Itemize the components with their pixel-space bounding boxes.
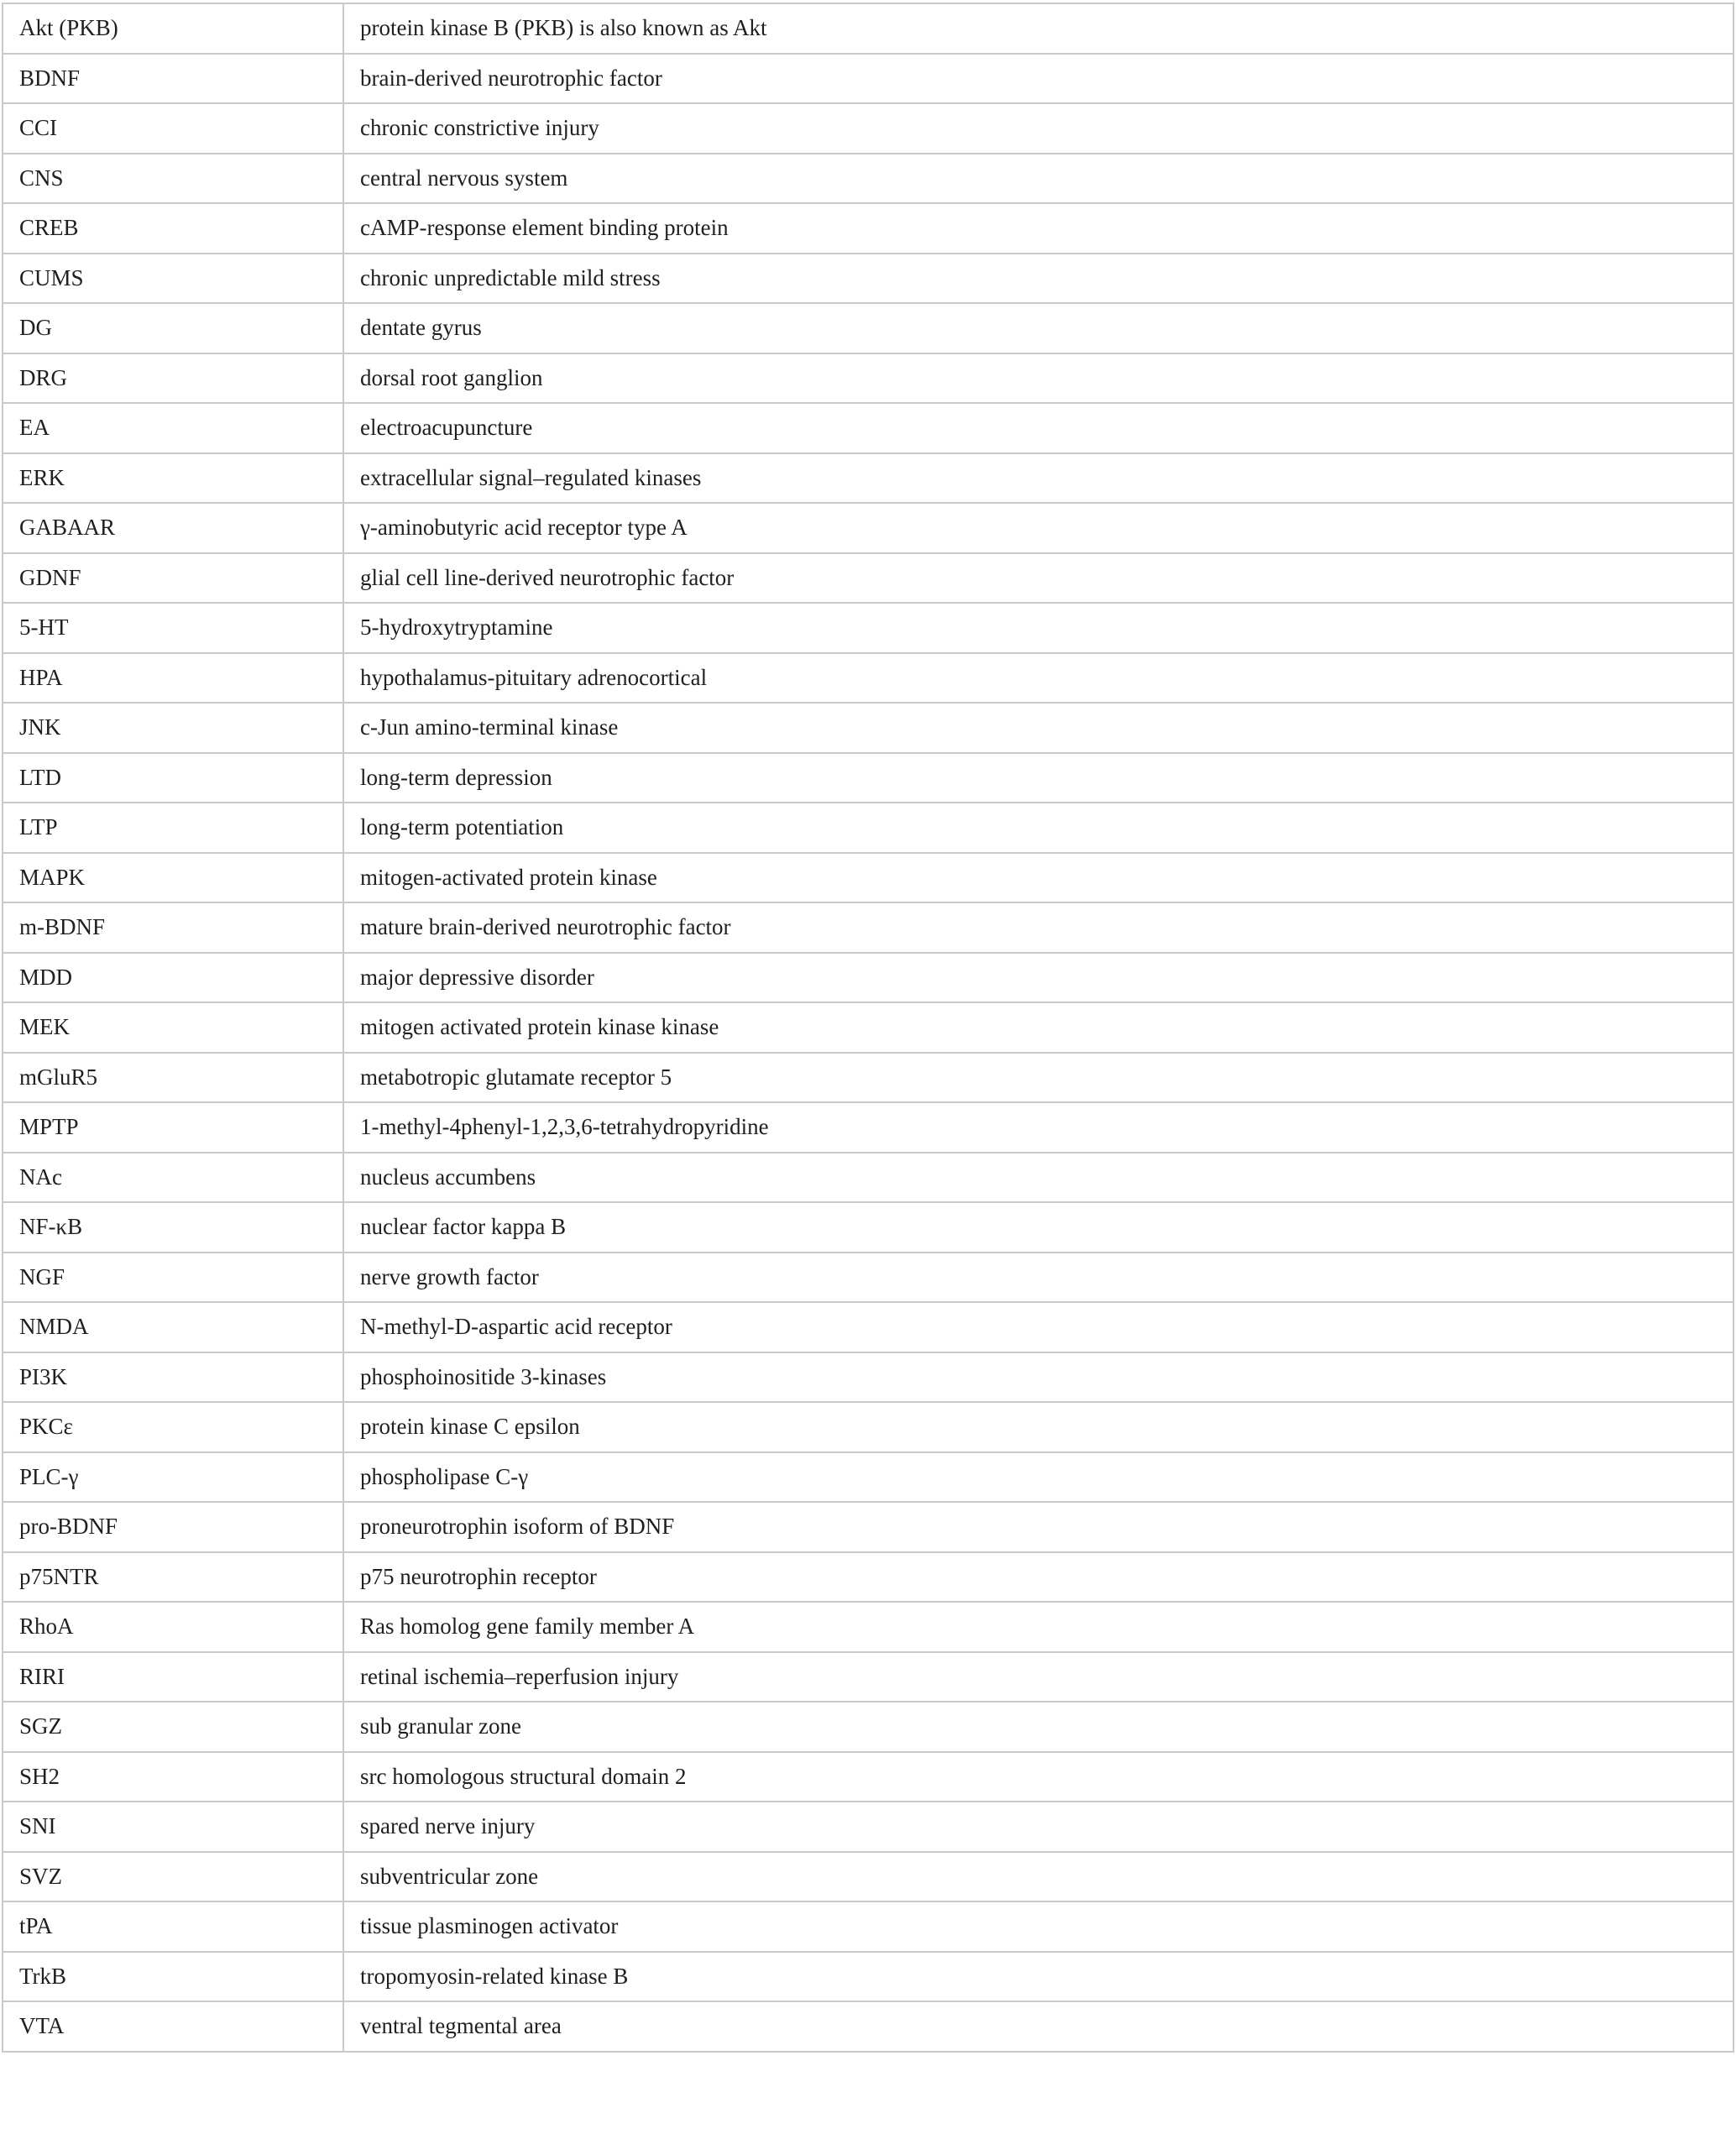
table-row (3, 154, 1733, 204)
definition-cell: c-Jun amino-terminal kinase (343, 703, 1733, 753)
abbreviation-cell: MAPK (3, 853, 343, 903)
abbreviation-cell: SH2 (3, 1752, 343, 1802)
definition-cell: metabotropic glutamate receptor 5 (343, 1053, 1733, 1103)
table-row (3, 403, 1733, 453)
abbreviation-cell: MEK (3, 1002, 343, 1053)
abbreviation-cell: BDNF (3, 54, 343, 104)
table-row (3, 103, 1733, 154)
table-row (3, 853, 1733, 903)
definition-cell: p75 neurotrophin receptor (343, 1552, 1733, 1603)
definition-cell: hypothalamus-pituitary adrenocortical (343, 653, 1733, 703)
definition-cell: protein kinase C epsilon (343, 1402, 1733, 1452)
table-row (3, 1652, 1733, 1702)
table-row (3, 1202, 1733, 1253)
table-row (3, 203, 1733, 254)
table-row (3, 453, 1733, 504)
definition-cell: major depressive disorder (343, 953, 1733, 1003)
definition-cell: subventricular zone (343, 1852, 1733, 1902)
definition-cell: long-term depression (343, 753, 1733, 803)
abbreviation-cell: NAc (3, 1153, 343, 1203)
table-row (3, 1901, 1733, 1952)
definition-cell: phosphoinositide 3-kinases (343, 1352, 1733, 1403)
abbreviation-cell: Akt (PKB) (3, 3, 343, 54)
table-row (3, 1702, 1733, 1752)
table-row (3, 1352, 1733, 1403)
abbreviation-cell: NMDA (3, 1302, 343, 1352)
abbreviation-cell: SGZ (3, 1702, 343, 1752)
abbreviation-cell: SVZ (3, 1852, 343, 1902)
abbreviation-cell: m-BDNF (3, 902, 343, 953)
abbreviation-cell: LTP (3, 803, 343, 853)
definition-cell: dentate gyrus (343, 303, 1733, 353)
abbreviation-cell: SNI (3, 1802, 343, 1852)
definition-cell: electroacupuncture (343, 403, 1733, 453)
abbreviation-cell: CCI (3, 103, 343, 154)
abbreviation-cell: RhoA (3, 1602, 343, 1652)
definition-cell: tropomyosin-related kinase B (343, 1952, 1733, 2002)
abbreviation-cell: mGluR5 (3, 1053, 343, 1103)
definition-cell: mitogen-activated protein kinase (343, 853, 1733, 903)
definition-cell: nerve growth factor (343, 1253, 1733, 1303)
table-row (3, 1452, 1733, 1503)
table-row (3, 1602, 1733, 1652)
abbreviation-cell: EA (3, 403, 343, 453)
definition-cell: extracellular signal–regulated kinases (343, 453, 1733, 504)
abbreviations-table-container (2, 3, 1734, 2053)
abbreviation-cell: 5-HT (3, 603, 343, 653)
abbreviation-cell: PLC-γ (3, 1452, 343, 1503)
definition-cell: tissue plasminogen activator (343, 1901, 1733, 1952)
abbreviation-cell: GABAAR (3, 503, 343, 553)
definition-cell: central nervous system (343, 154, 1733, 204)
abbreviation-cell: RIRI (3, 1652, 343, 1702)
abbreviation-cell: PI3K (3, 1352, 343, 1403)
definition-cell: long-term potentiation (343, 803, 1733, 853)
definition-cell: proneurotrophin isoform of BDNF (343, 1502, 1733, 1552)
abbreviation-cell: NF-κB (3, 1202, 343, 1253)
table-row (3, 1552, 1733, 1603)
table-row (3, 1952, 1733, 2002)
definition-cell: protein kinase B (PKB) is also known as Akt (343, 3, 1733, 54)
table-row (3, 1102, 1733, 1153)
abbreviation-cell: TrkB (3, 1952, 343, 2002)
definition-cell: nucleus accumbens (343, 1153, 1733, 1203)
abbreviation-cell: MDD (3, 953, 343, 1003)
abbreviation-cell: CREB (3, 203, 343, 254)
table-row (3, 503, 1733, 553)
definition-cell: src homologous structural domain 2 (343, 1752, 1733, 1802)
table-row (3, 902, 1733, 953)
table-row (3, 1002, 1733, 1053)
definition-cell: dorsal root ganglion (343, 353, 1733, 404)
table-row (3, 953, 1733, 1003)
table-row (3, 54, 1733, 104)
abbreviations-table-body (3, 3, 1733, 2052)
abbreviation-cell: MPTP (3, 1102, 343, 1153)
table-row (3, 1502, 1733, 1552)
definition-cell: retinal ischemia–reperfusion injury (343, 1652, 1733, 1702)
table-row (3, 803, 1733, 853)
definition-cell: Ras homolog gene family member A (343, 1602, 1733, 1652)
definition-cell: 1-methyl-4phenyl-1,2,3,6-tetrahydropyridine (343, 1102, 1733, 1153)
abbreviation-cell: ERK (3, 453, 343, 504)
table-row (3, 353, 1733, 404)
abbreviations-table (2, 3, 1734, 2053)
definition-cell: chronic unpredictable mild stress (343, 254, 1733, 304)
abbreviation-cell: CUMS (3, 254, 343, 304)
table-row (3, 2001, 1733, 2052)
table-row (3, 753, 1733, 803)
definition-cell: γ-aminobutyric acid receptor type A (343, 503, 1733, 553)
table-row (3, 1852, 1733, 1902)
definition-cell: glial cell line-derived neurotrophic factor (343, 553, 1733, 604)
table-row (3, 1302, 1733, 1352)
table-row (3, 1053, 1733, 1103)
abbreviation-cell: p75NTR (3, 1552, 343, 1603)
abbreviation-cell: JNK (3, 703, 343, 753)
abbreviation-cell: LTD (3, 753, 343, 803)
table-row (3, 653, 1733, 703)
abbreviation-cell: CNS (3, 154, 343, 204)
definition-cell: N-methyl-D-aspartic acid receptor (343, 1302, 1733, 1352)
definition-cell: ventral tegmental area (343, 2001, 1733, 2052)
definition-cell: phospholipase C-γ (343, 1452, 1733, 1503)
table-row (3, 1253, 1733, 1303)
abbreviation-cell: pro-BDNF (3, 1502, 343, 1552)
table-row (3, 3, 1733, 54)
abbreviation-cell: VTA (3, 2001, 343, 2052)
definition-cell: mature brain-derived neurotrophic factor (343, 902, 1733, 953)
abbreviation-cell: DG (3, 303, 343, 353)
abbreviation-cell: tPA (3, 1901, 343, 1952)
definition-cell: 5-hydroxytryptamine (343, 603, 1733, 653)
table-row (3, 1802, 1733, 1852)
definition-cell: brain-derived neurotrophic factor (343, 54, 1733, 104)
definition-cell: sub granular zone (343, 1702, 1733, 1752)
definition-cell: cAMP-response element binding protein (343, 203, 1733, 254)
table-row (3, 603, 1733, 653)
table-row (3, 303, 1733, 353)
abbreviation-cell: HPA (3, 653, 343, 703)
abbreviation-cell: DRG (3, 353, 343, 404)
table-row (3, 703, 1733, 753)
definition-cell: mitogen activated protein kinase kinase (343, 1002, 1733, 1053)
definition-cell: spared nerve injury (343, 1802, 1733, 1852)
table-row (3, 1752, 1733, 1802)
definition-cell: chronic constrictive injury (343, 103, 1733, 154)
abbreviation-cell: PKCε (3, 1402, 343, 1452)
table-row (3, 553, 1733, 604)
abbreviation-cell: NGF (3, 1253, 343, 1303)
table-row (3, 254, 1733, 304)
table-row (3, 1402, 1733, 1452)
definition-cell: nuclear factor kappa B (343, 1202, 1733, 1253)
abbreviation-cell: GDNF (3, 553, 343, 604)
table-row (3, 1153, 1733, 1203)
